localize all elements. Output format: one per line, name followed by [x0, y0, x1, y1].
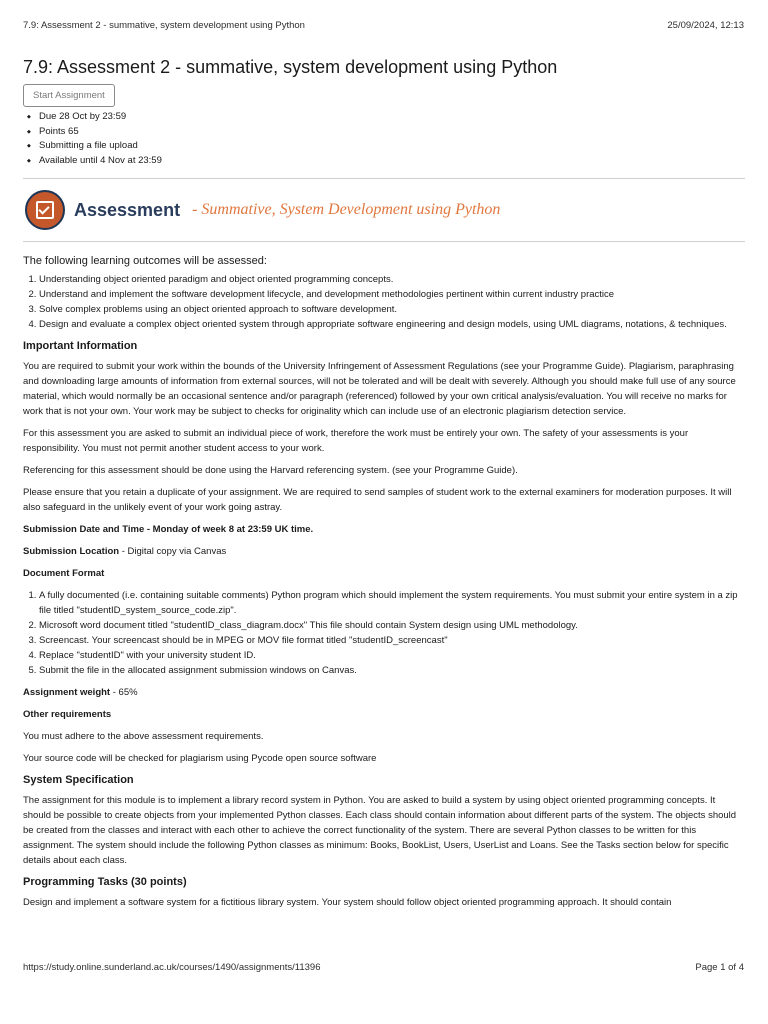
- format-item: 4. Replace "studentID" with your university student ID.: [39, 648, 745, 663]
- other-requirements-heading: Other requirements: [23, 709, 112, 720]
- submission-location-label: Submission Location: [23, 546, 120, 557]
- weight-label: Assignment weight: [23, 687, 111, 698]
- outcomes-intro: The following learning outcomes will be assessed:: [23, 255, 267, 267]
- banner-subtitle: - Summative, System Development using Python: [192, 201, 501, 218]
- programming-tasks-heading: Programming Tasks (30 points): [23, 876, 187, 888]
- important-paragraph-2: For this assessment you are asked to submit an individual piece of work, therefore the work must be entirely your own. The safety of your assessments is your responsibility. You must not permit another student access to your work.: [23, 428, 689, 454]
- document-format-list: [23, 588, 745, 678]
- assignment-weight: [23, 685, 745, 700]
- format-item: 2. Microsoft word document titled "studentID_class_diagram.docx" This file should contain System design using UML methodology.: [39, 618, 745, 633]
- page-title: 7.9: Assessment 2 - summative, system development using Python: [23, 57, 558, 77]
- programming-tasks-paragraph: Design and implement a software system for a fictitious library system. Your system should follow object oriented programming approach. It should contain: [23, 897, 672, 908]
- start-assignment-button[interactable]: Start Assignment: [23, 84, 115, 107]
- meta-points: ◆ Points 65: [39, 125, 745, 140]
- assessment-banner: [23, 179, 745, 241]
- system-spec-heading: System Specification: [23, 774, 134, 786]
- print-header: [23, 20, 744, 31]
- page-number: Page 1 of 4: [695, 962, 744, 973]
- submission-date: Submission Date and Time - Monday of week 8 at 23:59 UK time.: [23, 524, 314, 535]
- meta-due: ◆ Due 28 Oct by 23:59: [39, 110, 745, 125]
- outcome-item: 1. Understanding object oriented paradigm and object oriented programming concepts.: [39, 272, 745, 287]
- weight-value: - 65%: [110, 687, 138, 698]
- outcome-item: 3. Solve complex problems using an object oriented approach to software development.: [39, 302, 745, 317]
- format-item: 1. A fully documented (i.e. containing suitable comments) Python program which should implement the system requirements. You must submit your entire system in a zip file titled "studentID_system_source_code.zip".: [39, 588, 745, 618]
- important-paragraph-1: You are required to submit your work within the bounds of the University Infringement of Assessment Regulations (see your Programme Guide). Plagiarism, paraphrasing and downloading large amounts of information from external sources, will not be tolerated and will be dealt with severely. Although you should make full use of any source material, which would normally be an occasional sentence and/or paragraph (referenced) followed by your own critical analysis/evaluation. You will receive no marks for work that is not your own. Your work may be subject to checks for originality which can include use of an electronic plagiarism detection service.: [23, 361, 736, 417]
- submission-location-value: - Digital copy via Canvas: [119, 546, 227, 557]
- banner-heading: Assessment: [74, 199, 181, 220]
- format-item: 5. Submit the file in the allocated assignment submission windows on Canvas.: [39, 663, 745, 678]
- print-footer: [23, 962, 744, 973]
- important-heading: Important Information: [23, 340, 138, 352]
- print-header-datetime: 25/09/2024, 12:13: [667, 20, 744, 31]
- important-paragraph-4: Please ensure that you retain a duplicate of your assignment. We are required to send samples of student work to the external examiners for moderation purposes. It will also safeguard in the unlikely event of your work going astray.: [23, 487, 732, 513]
- divider-bottom: [23, 241, 745, 242]
- outcome-item: 4. Design and evaluate a complex object oriented system through appropriate software engineering and design models, using UML diagrams, notations, & techniques.: [39, 317, 745, 332]
- other-paragraph-1: You must adhere to the above assessment requirements.: [23, 731, 264, 742]
- page-url: https://study.online.sunderland.ac.uk/courses/1490/assignments/11396: [23, 962, 321, 973]
- other-paragraph-2: Your source code will be checked for plagiarism using Pycode open source software: [23, 753, 377, 764]
- submission-location: [23, 544, 745, 559]
- assignment-page: [23, 57, 745, 915]
- print-header-title: 7.9: Assessment 2 - summative, system development using Python: [23, 20, 305, 31]
- system-spec-paragraph: The assignment for this module is to implement a library record system in Python. You are asked to build a system by using object oriented programming concepts. It should be possible to create objects from your implemented Python classes. Each class should contain information about different parts of the system. The objects should be created from the classes and interact with each other to achieve the correct functionality of the system. There are several Python classes to be written for this assignment. The system should include the following Python classes as minimum: Books, BookList, Users, UserList and Loans. See the Tasks section below for specific details about each class.: [23, 795, 737, 866]
- checkbox-icon: [25, 190, 65, 230]
- meta-submitting: ◆ Submitting a file upload: [39, 139, 745, 154]
- outcomes-list: [23, 272, 745, 332]
- meta-available: ◆ Available until 4 Nov at 23:59: [39, 154, 745, 169]
- document-format-heading: Document Format: [23, 568, 105, 579]
- outcome-item: 2. Understand and implement the software development lifecycle, and development methodologies pertinent within current industry practice: [39, 287, 745, 302]
- format-item: 3. Screencast. Your screencast should be in MPEG or MOV file format titled "studentID_screencast": [39, 633, 745, 648]
- important-paragraph-3: Referencing for this assessment should be done using the Harvard referencing system. (see your Programme Guide).: [23, 465, 518, 476]
- assignment-description: [23, 254, 745, 908]
- assignment-meta-list: [23, 110, 745, 168]
